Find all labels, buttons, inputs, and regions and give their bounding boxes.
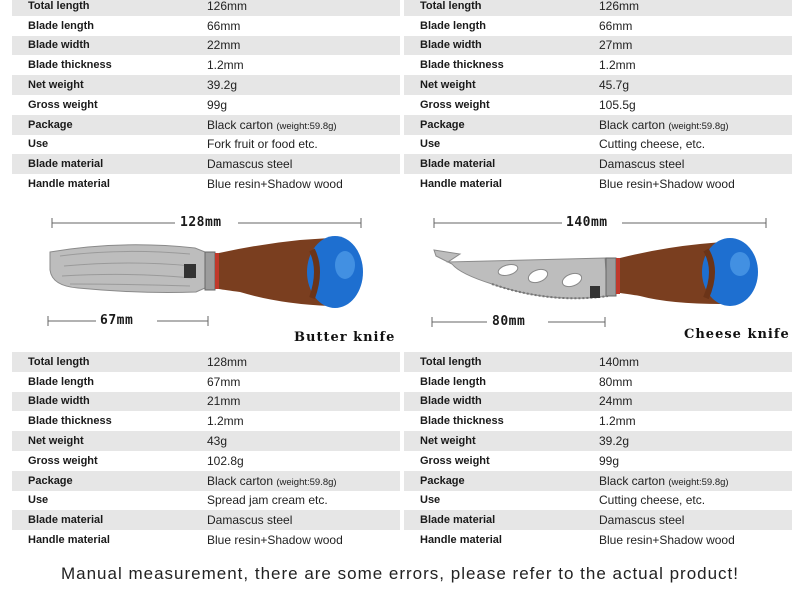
spec-label: Blade length <box>28 19 95 32</box>
spec-label: Net weight <box>420 435 476 448</box>
spec-value-text: Damascus steel <box>207 157 293 172</box>
spec-label: Total length <box>420 0 482 12</box>
spec-row <box>12 174 400 194</box>
spec-label: Use <box>28 494 49 507</box>
spec-label: Blade length <box>420 19 487 32</box>
spec-table-top-right <box>404 0 792 194</box>
spec-value <box>599 493 792 507</box>
spec-label: Blade length <box>28 375 95 388</box>
spec-row <box>12 372 400 392</box>
spec-value-note: (weight:59.8g) <box>276 120 337 132</box>
spec-value-text: Damascus steel <box>207 513 293 528</box>
spec-value <box>599 434 792 448</box>
spec-value <box>599 355 792 369</box>
spec-value-text: Cutting cheese, etc. <box>599 137 706 152</box>
brand-logo <box>184 264 196 278</box>
brand-logo <box>590 286 600 298</box>
spec-label: Net weight <box>28 435 84 448</box>
spec-value-text: 99g <box>207 97 228 112</box>
blade-shape <box>434 250 608 298</box>
spec-value-text: 24mm <box>599 394 633 409</box>
spec-row <box>12 135 400 155</box>
spec-value-text: 102.8g <box>207 453 244 468</box>
spec-value-text: 80mm <box>599 374 633 389</box>
spec-row <box>12 352 400 372</box>
spec-label: Blade thickness <box>420 59 504 72</box>
spec-value-text: 1.2mm <box>207 414 244 429</box>
spec-row <box>404 16 792 36</box>
spec-row <box>12 75 400 95</box>
spec-value <box>207 58 400 72</box>
spec-label: Package <box>28 474 73 487</box>
spec-value-text: 39.2g <box>599 434 630 449</box>
spec-value-text: Black carton <box>599 473 669 488</box>
spec-row <box>12 154 400 174</box>
spec-rows <box>12 352 400 550</box>
spec-label: Blade width <box>28 395 90 408</box>
spec-label: Total length <box>28 355 90 368</box>
spec-row <box>404 154 792 174</box>
spec-value <box>207 434 400 448</box>
spec-value-note: (weight:59.8g) <box>276 476 337 488</box>
spec-label: Net weight <box>420 79 476 92</box>
spec-value <box>207 98 400 112</box>
cheese-knife-name: Cheese knife <box>684 327 790 342</box>
spec-label: Handle material <box>420 178 502 191</box>
spec-row <box>12 115 400 135</box>
spec-value-text: 99g <box>599 453 620 468</box>
spec-value-text: Spread jam cream etc. <box>207 493 328 508</box>
spec-rows <box>404 352 792 550</box>
spec-row <box>12 471 400 491</box>
spec-value-text: 126mm <box>599 0 640 13</box>
spec-label: Blade material <box>28 158 104 171</box>
spec-row <box>404 55 792 75</box>
spec-value <box>207 533 400 547</box>
spec-value-text: 45.7g <box>599 78 630 93</box>
spec-label: Blade length <box>420 375 487 388</box>
spec-value-text: 105.5g <box>599 97 636 112</box>
spec-row <box>404 411 792 431</box>
spec-value <box>207 454 400 468</box>
spec-value <box>599 78 792 92</box>
spec-value <box>207 474 400 488</box>
spec-value-text: 66mm <box>599 18 633 33</box>
spec-rows <box>12 0 400 194</box>
spec-value-text: Blue resin+Shadow wood <box>599 533 735 548</box>
spec-value <box>599 137 792 151</box>
spec-label: Blade thickness <box>28 59 112 72</box>
spec-value <box>599 177 792 191</box>
spec-row <box>404 491 792 511</box>
spec-row <box>12 95 400 115</box>
spec-value-text: Damascus steel <box>599 157 685 172</box>
spec-row <box>12 0 400 16</box>
spec-label: Total length <box>420 355 482 368</box>
spec-value-text: 21mm <box>207 394 241 409</box>
spec-label: Blade width <box>28 39 90 52</box>
spec-row <box>404 471 792 491</box>
spec-value-text: 43g <box>207 434 228 449</box>
spec-row <box>404 392 792 412</box>
disclaimer-footer: Manual measurement, there are some errors, please refer to the actual product! <box>60 564 740 583</box>
spec-value <box>599 98 792 112</box>
spec-label: Handle material <box>28 534 110 547</box>
spec-value <box>207 375 400 389</box>
spec-value <box>207 38 400 52</box>
spec-label: Net weight <box>28 79 84 92</box>
spec-value-text: 66mm <box>207 18 241 33</box>
spec-value <box>599 394 792 408</box>
cheese-knife-illustration <box>400 200 800 350</box>
spec-value-text: 22mm <box>207 38 241 53</box>
spec-value <box>599 454 792 468</box>
spec-row <box>12 16 400 36</box>
spec-value <box>207 493 400 507</box>
butter-total-length-label: 128mm <box>180 215 222 230</box>
spec-label: Use <box>420 138 441 151</box>
spec-row <box>404 510 792 530</box>
spec-row <box>404 75 792 95</box>
spec-label: Blade material <box>420 158 496 171</box>
spec-table-bottom-right <box>404 352 792 550</box>
spec-value <box>599 118 792 132</box>
spec-value <box>207 355 400 369</box>
spec-row <box>12 392 400 412</box>
spec-row <box>404 530 792 550</box>
spec-label: Handle material <box>28 178 110 191</box>
spec-value <box>599 58 792 72</box>
spec-row <box>404 36 792 56</box>
spec-row <box>404 95 792 115</box>
spec-value-text: 126mm <box>207 0 248 13</box>
spec-label: Total length <box>28 0 90 12</box>
spec-label: Handle material <box>420 534 502 547</box>
spec-row <box>404 174 792 194</box>
spec-value-text: Cutting cheese, etc. <box>599 493 706 508</box>
spec-value <box>207 157 400 171</box>
spec-row <box>12 491 400 511</box>
spec-value-text: Blue resin+Shadow wood <box>207 533 343 548</box>
spec-row <box>12 55 400 75</box>
spec-label: Gross weight <box>420 454 490 467</box>
spec-value-text: Damascus steel <box>599 513 685 528</box>
spec-value <box>599 474 792 488</box>
butter-knife-illustration <box>0 200 400 350</box>
spec-row <box>12 36 400 56</box>
spec-label: Package <box>28 118 73 131</box>
spec-value <box>599 157 792 171</box>
spec-label: Blade width <box>420 395 482 408</box>
spec-value <box>599 0 792 13</box>
spec-rows <box>404 0 792 194</box>
spec-value-text: Black carton <box>207 473 277 488</box>
spec-label: Package <box>420 118 465 131</box>
spec-value <box>207 394 400 408</box>
spec-value <box>207 137 400 151</box>
spec-value-text: 1.2mm <box>599 58 636 73</box>
spec-row <box>404 431 792 451</box>
spec-value <box>207 118 400 132</box>
spec-value-text: 67mm <box>207 374 241 389</box>
spec-label: Blade material <box>420 514 496 527</box>
spec-value <box>207 414 400 428</box>
spec-row <box>404 135 792 155</box>
cheese-total-length-label: 140mm <box>566 215 608 230</box>
spec-value-text: 39.2g <box>207 78 238 93</box>
spec-value <box>207 177 400 191</box>
spec-value-note: (weight:59.8g) <box>668 476 729 488</box>
spec-row <box>404 0 792 16</box>
spec-row <box>12 411 400 431</box>
spec-row <box>12 510 400 530</box>
spec-label: Blade material <box>28 514 104 527</box>
spec-value <box>599 533 792 547</box>
spec-label: Use <box>28 138 49 151</box>
spec-table-bottom-left <box>12 352 400 550</box>
butter-knife-name: Butter knife <box>294 330 396 345</box>
spec-row <box>12 451 400 471</box>
spec-value-text: Black carton <box>207 117 277 132</box>
spec-value-text: 140mm <box>599 354 640 369</box>
spec-label: Use <box>420 494 441 507</box>
spec-row <box>404 352 792 372</box>
spec-label: Blade thickness <box>28 415 112 428</box>
spec-label: Blade thickness <box>420 415 504 428</box>
spec-value-text: 27mm <box>599 38 633 53</box>
spec-label: Blade width <box>420 39 482 52</box>
spec-value-text: 1.2mm <box>599 414 636 429</box>
spec-value-note: (weight:59.8g) <box>668 120 729 132</box>
spec-value <box>207 0 400 13</box>
spec-value <box>207 78 400 92</box>
spec-label: Gross weight <box>28 454 98 467</box>
spec-row <box>404 372 792 392</box>
spec-label: Gross weight <box>28 98 98 111</box>
spec-row <box>404 451 792 471</box>
cheese-blade-length-label: 80mm <box>492 314 526 329</box>
spec-label: Package <box>420 474 465 487</box>
spec-value <box>599 19 792 33</box>
butter-blade-length-label: 67mm <box>100 313 134 328</box>
spec-value <box>207 19 400 33</box>
spec-row <box>404 115 792 135</box>
spec-value <box>599 513 792 527</box>
spec-value-text: Blue resin+Shadow wood <box>207 177 343 192</box>
spec-value-text: 128mm <box>207 354 248 369</box>
spec-value <box>207 513 400 527</box>
spec-value <box>599 38 792 52</box>
spec-value-text: Black carton <box>599 117 669 132</box>
spec-value-text: Blue resin+Shadow wood <box>599 177 735 192</box>
spec-value <box>599 375 792 389</box>
spec-value-text: 1.2mm <box>207 58 244 73</box>
spec-row <box>12 530 400 550</box>
spec-value <box>599 414 792 428</box>
spec-label: Gross weight <box>420 98 490 111</box>
spec-row <box>12 431 400 451</box>
spec-value-text: Fork fruit or food etc. <box>207 137 318 152</box>
spec-table-top-left <box>12 0 400 194</box>
